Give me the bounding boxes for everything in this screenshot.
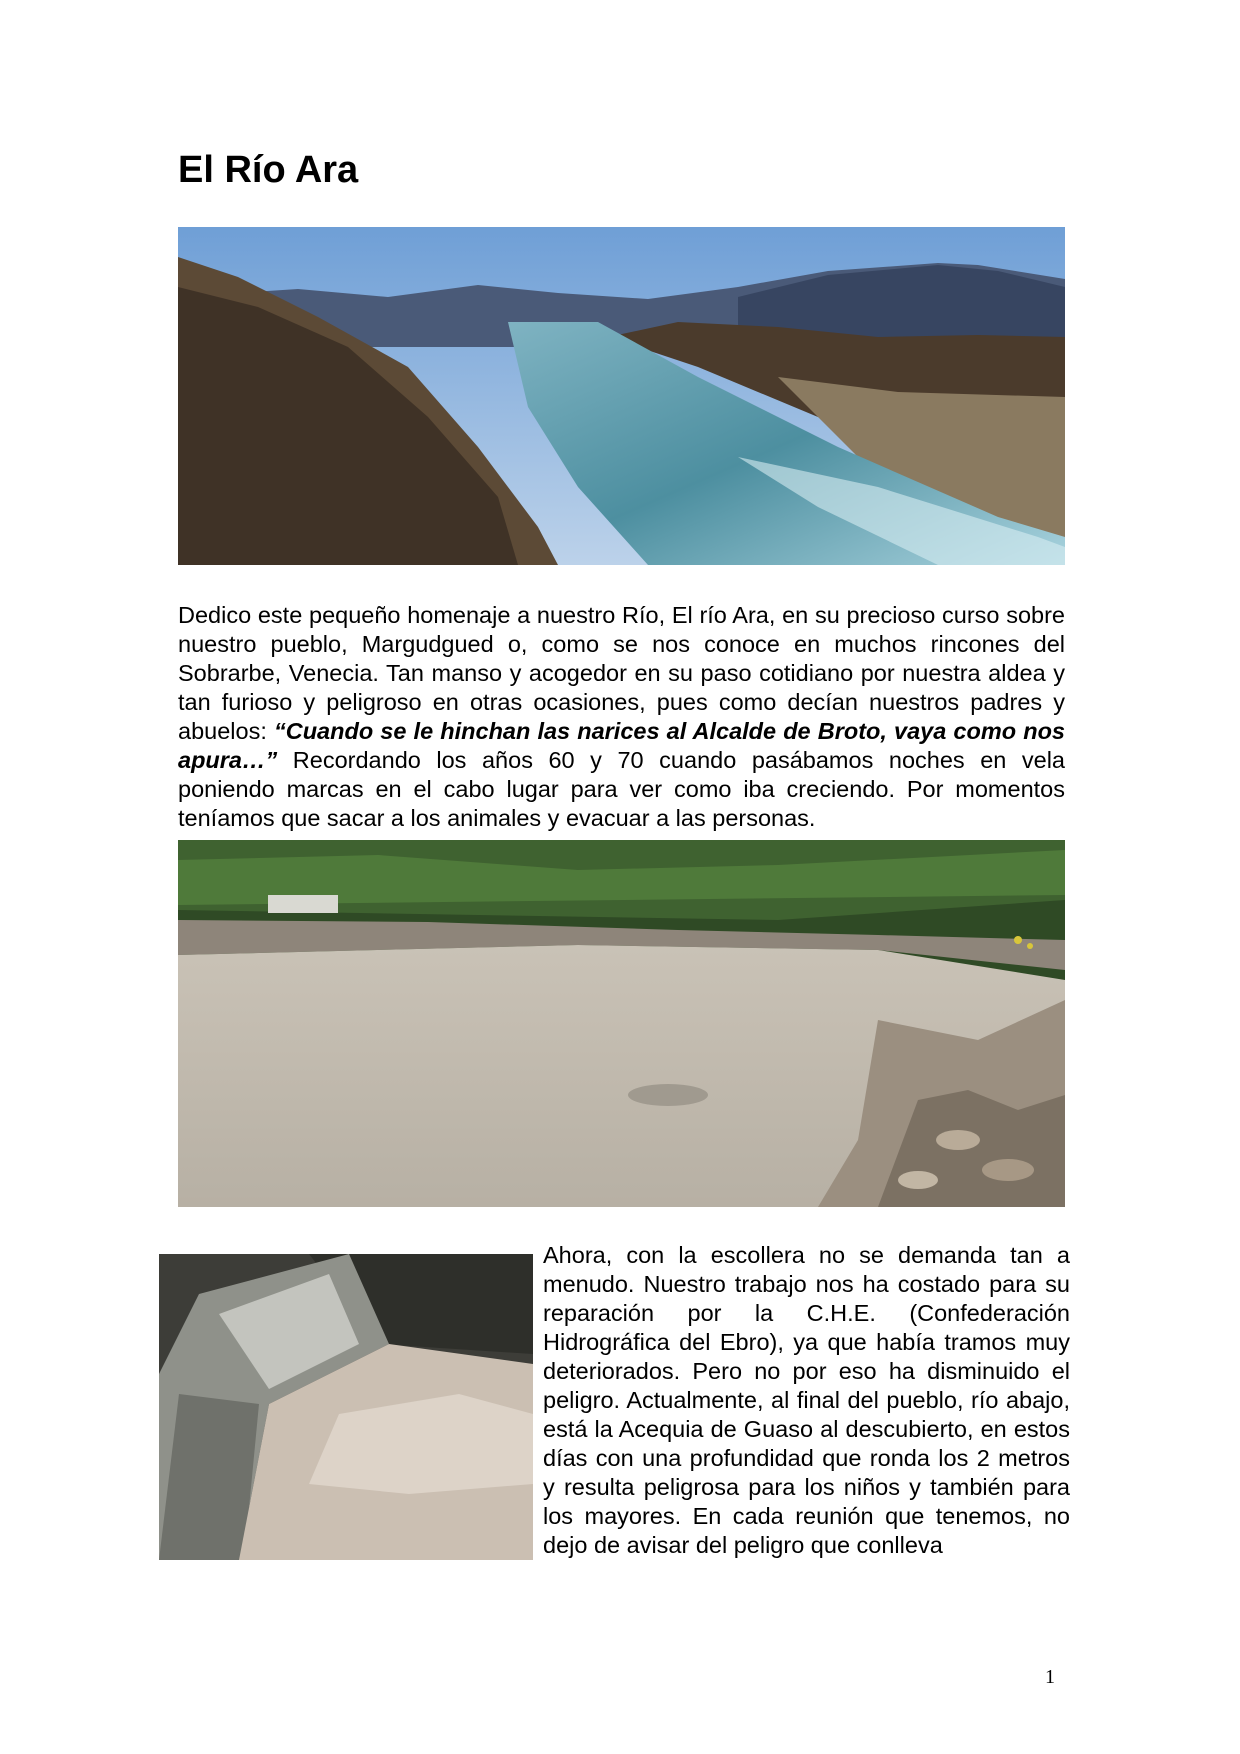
intro-text-end: Recordando los años 60 y 70 cuando pasábamos noches en vela poniendo marcas en el cabo lugar para ver como iba creciendo. Por momentos teníamos que sacar a los animales y evacuar a las personas. <box>178 747 1065 831</box>
broto-quote: “Cuando se le hinchan las narices al Alcalde de Broto, vaya como nos apura…” <box>178 718 1065 773</box>
river-calm-photo <box>178 227 1065 565</box>
river-flood-photo <box>178 840 1065 1207</box>
intro-paragraph <box>178 601 1065 833</box>
page-number: 1 <box>1045 1666 1055 1688</box>
intro-text-start: Dedico este pequeño homenaje a nuestro Río, El río Ara, en su precioso curso sobre nuestro pueblo, Margudgued o, como se nos conoce en muchos rincones del Sobrarbe, Venecia. Tan manso y acogedor en su paso cotidiano por nuestra aldea y tan furioso y peligroso en otras ocasiones, pues como decían nuestros padres y abuelos: <box>178 602 1065 744</box>
page-title: El Río Ara <box>178 149 359 191</box>
concrete-channel-photo <box>159 1254 533 1560</box>
escollera-paragraph: Ahora, con la escollera no se demanda tan a menudo. Nuestro trabajo nos ha costado para su reparación por la C.H.E. (Confederación Hidrográfica del Ebro), ya que había tramos muy deteriorados. Pero no por eso ha disminuido el peligro. Actualmente, al final del pueblo, río abajo, está la Acequia de Guaso al descubierto, en estos días con una profundidad que ronda los 2 metros y resulta peligrosa para los niños y también para los mayores. En cada reunión que tenemos, no dejo de avisar del peligro que conlleva <box>543 1242 1070 1558</box>
